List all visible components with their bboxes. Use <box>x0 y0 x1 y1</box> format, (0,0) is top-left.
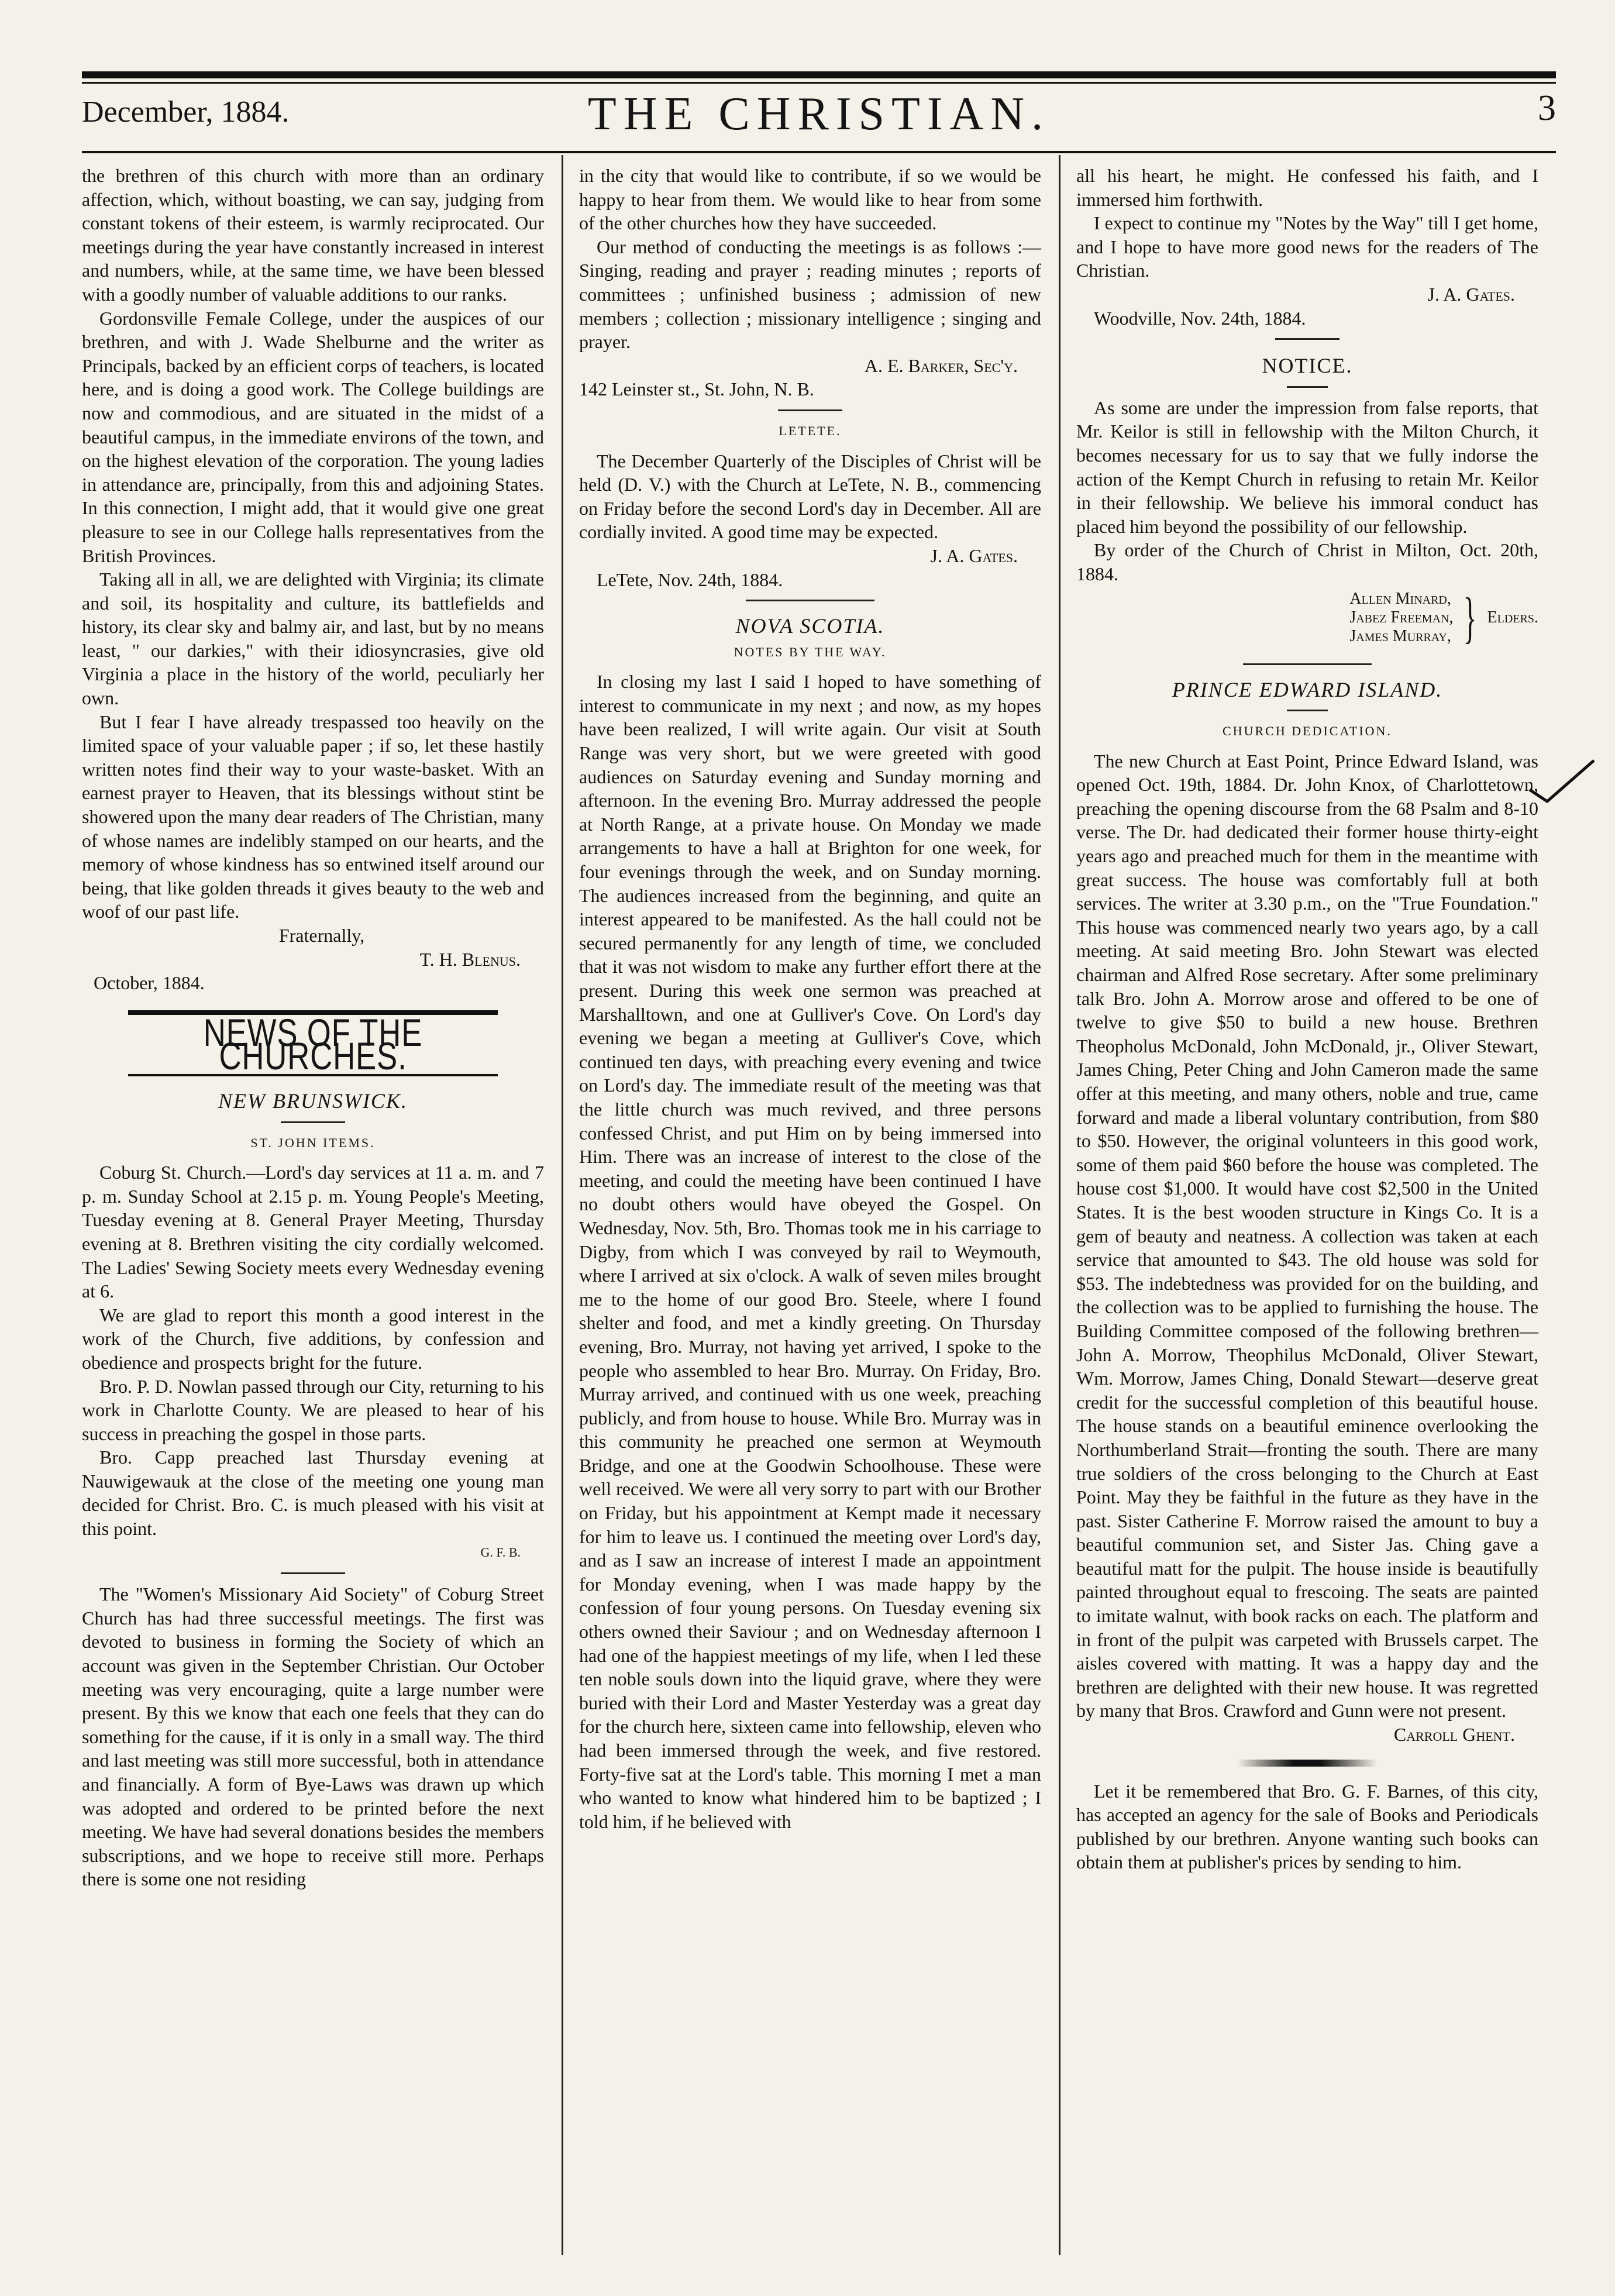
elder-name: Allen Minard, <box>1349 589 1451 608</box>
notice-paragraph: By order of the Church of Christ in Milton, Oct. 20th, 1884. <box>1076 539 1538 584</box>
elders-signatures <box>1076 586 1538 649</box>
gates-signature: J. A. Gates. <box>930 545 1018 566</box>
news-paragraph: The "Women's Missionary Aid Society" of Coburg Street Church has had three successful meetings. The first was devoted to business in forming the Society of which an account was given in the September Christian. Our October meeting was very encouraging, quite a large number were present. By this we know that each one feels that they can do something for the cause, if it is only in a small way. The third and last meeting was still more successful, both in attendance and financially. A form of Bye-Laws was drawn up which was adopted and ordered to be printed before the next meeting. We have had several donations besides the members subscriptions, and we hope to receive still more. Perhaps there is some one not residing <box>82 1584 544 1890</box>
dateline: Woodville, Nov. 24th, 1884. <box>1094 307 1306 329</box>
sub-heading: CHURCH DEDICATION. <box>1223 724 1392 739</box>
secretary-signature: A. E. Barker, Sec'y. <box>864 354 1018 376</box>
column-divider-2 <box>1059 155 1060 2255</box>
letter-paragraph: Gordonsville Female College, under the auspices of our brethren, and with J. Wade Shelburne and the writer as Principals, backed by an efficient corps of teachers, is located here, and is doing a good work. The College buildings are now and commodious, and are situated in the midst of a beautiful campus, in the immediate environs of the town, and on the highest elevation of the corporation. The young ladies in attendance are, principally, from this and adjoining States. In this connection, I might add, that it would give one great pleasure to see in our College halls representatives from the British Provinces. <box>82 307 544 566</box>
dateline: LeTete, Nov. 24th, 1884. <box>597 569 783 590</box>
elder-name: Jabez Freeman, <box>1349 608 1454 627</box>
letter-date: October, 1884. <box>94 972 205 994</box>
elder-name: James Murray, <box>1349 627 1451 645</box>
section-banner: NEWS OF THE CHURCHES. <box>128 1010 498 1076</box>
divider <box>1287 386 1328 388</box>
section-heading: NOVA SCOTIA. <box>735 614 885 638</box>
newspaper-title: THE CHRISTIAN. <box>587 88 1051 140</box>
top-rule-thin <box>82 82 1556 84</box>
sub-heading: NOTES BY THE WAY. <box>734 644 887 659</box>
letter-closing: Fraternally, <box>278 925 365 946</box>
column-divider-1 <box>562 155 563 2255</box>
initials-signature: G. F. B. <box>480 1544 521 1560</box>
section-heading: NOTICE. <box>1262 354 1353 378</box>
column-2 <box>579 164 1041 1833</box>
ghent-signature: Carroll Ghent. <box>1393 1724 1515 1746</box>
divider <box>281 1572 345 1574</box>
section-heading: PRINCE EDWARD ISLAND. <box>1172 677 1443 701</box>
divider <box>778 409 842 411</box>
news-paragraph: We are glad to report this month a good interest in the work of the Church, five additions, by confession and obedience and prospects bright for the future. <box>82 1304 544 1373</box>
header-rule <box>82 151 1556 153</box>
divider <box>1275 338 1339 340</box>
column-1 <box>82 164 544 1891</box>
news-paragraph: The December Quarterly of the Disciples of Christ will be held (D. V.) with the Church at LeTete, N. B., commencing on Friday before the second Lord's day in December. All are cordially invited. A good time may be expected. <box>579 450 1041 543</box>
letter-paragraph: the brethren of this church with more than an ordinary affection, which, without boasting, we can say, judging from constant tokens of their esteem, is warmly reciprocated. Our meetings during the year have constantly increased in interest and numbers, while, at the same time, we have been blessed with a goodly number of valuable additions to our ranks. <box>82 165 544 305</box>
news-paragraph: Let it be remembered that Bro. G. F. Barnes, of this city, has accepted an agency for the sale of Books and Periodicals published by our brethren. Anyone wanting such books can obtain them at publisher's prices by sending to him. <box>1076 1780 1538 1873</box>
news-paragraph: The new Church at East Point, Prince Edward Island, was opened Oct. 19th, 1884. Dr. John Knox, of Charlottetown, preaching the opening discourse from the 68 Psalm and 8-10 verse. The Dr. had dedicated their former house thirty-eight years ago and preached much for them in the meantime with great success. The house was comfortably full at both services. The writer at 3.30 p.m., on the "True Foundation." This house was commenced nearly two years ago, by a call meeting. At said meeting Bro. John Stewart was elected chairman and Alfred Rose secretary. After some preliminary talk Bro. John A. Morrow arose and offered to be one of twelve to give $50 to build a new house. Brethren Theopholus McDonald, John McDonald, jr., Oliver Stewart, James Ching, Peter Ching and John Cameron made the same offer at this meeting, and many others, noble and true, came forward and made a liberal voluntary contribution, from $80 to $50. However, the original volunteers in this good work, some of them paid $60 before the house was completed. The house cost $1,000. It would have cost $2,500 in the United States. It is the best wooden structure in Kings Co. It is a gem of beauty and neatness. A collection was taken at each service that amounted to $43. The old house was sold for $53. The indebtedness was provided for on the building, and the collection was to be applied to furnishing the house. The Building Committee composed of the following brethren—John A. Morrow, Theophilus McDonald, Oliver Stewart, Wm. Morrow, James Ching, Donald Stewart—deserve great credit for the successful completion of this beautiful house. The house stands on a beautiful eminence overlooking the Northumberland Strait—fronting the south. There are many true soldiers of the cross belonging to the Church at East Point. May they be faithful in the future as they have in the past. Sister Catherine F. Morrow raised the amount to buy a beautiful communion set, and Sister Jas. Ching gave a beautiful matt for the pulpit. The house inside is beautifully painted throughout equal to frescoing. The seats are painted to imitate walnut, with book racks on each. The platform and in front of the pulpit was carpeted with Brussels carpet. The aisles covered with matting. It was a happy day and the brethren are delighted with their new house. It was regretted by many that Bros. Crawford and Gunn were not present. <box>1076 750 1538 1722</box>
address-line: 142 Leinster st., St. John, N. B. <box>579 378 814 400</box>
notice-paragraph: As some are under the impression from false reports, that Mr. Keilor is still in fellowship with the Milton Church, it becomes necessary for us to say that we fully indorse the action of the Kempt Church in refusing to retain Mr. Keilor in their fellowship. We believe his immoral conduct has placed him beyond the possibility of our fellowship. <box>1076 397 1538 537</box>
news-paragraph: In closing my last I said I hoped to have something of interest to communicate in my next ; and now, as my hopes have been realized, I will write again. Our visit at South Range was very short, but we were greeted with good audiences on Saturday evening and Sunday morning and afternoon. In the evening Bro. Murray addressed the people at North Range, at a private house. On Monday we made arrangements to have a hall at Brighton for one week, for four evenings through the week, and on Sunday morning. The audiences increased from the beginning, and quite an interest appeared to be manifested. As the hall could not be secured permanently for any length of time, we concluded that it was not wisdom to make any further effort there at the present. During this week one sermon was preached at Marshalltown, and one at Gulliver's Cove. On Lord's day evening we began a meeting at Gulliver's Cove, which continued ten days, with preaching every evening and twice on Lord's day. The immediate result of the meeting was that the little church was much revived, and three persons confessed Christ, and put Him on by being immersed into Him. There was an increase of interest to the close of the meeting, and could the meeting have been continued I have no doubt others would have obeyed the Gospel. On Wednesday, Nov. 5th, Bro. Thomas took me in his carriage to Digby, from which I was conveyed by rail to Weymouth, where I arrived at six o'clock. A walk of seven miles brought me to the home of our good Bro. Steele, where I found shelter and food, and met a kindly greeting. On Thursday evening, Bro. Murray, not having yet arrived, I spoke to the people who assembled to hear Bro. Murray. On Friday, Bro. Murray arrived, and continued with us one week, preaching publicly, and from house to house. While Bro. Murray was in this community he preached one sermon at Weymouth Bridge, and one at the Goodwin Schoolhouse. These were well received. We were all very sorry to part with our Brother on Friday, but his appointment at Kempt made it necessary for him to leave us. I continued the meeting over Lord's day, and as I saw an increase of interest I made an appointment for Monday evening, when I was made happy by the confession of four young persons. On Tuesday evening six others owned their Saviour ; and on Wednesday afternoon I had one of the happiest meetings of my life, when I led these ten noble souls down into the liquid grave, where they were buried with their Lord and Master Yesterday was a great day for the church here, sixteen came into fellowship, eleven who had been immersed through the week, and five restored. Forty-five sat at the Lord's table. This morning I met a man who wanted to know what hindered him to be baptized ; I told him, if he believed with <box>579 671 1041 1832</box>
news-paragraph: Coburg St. Church.—Lord's day services at 11 a. m. and 7 p. m. Sunday School at 2.15 p. m. Young People's Meeting, Tuesday evening at 8. General Prayer Meeting, Thursday evening at 8. Brethren visiting the city cordially welcomed. The Ladies' Sewing Society meets every Wednesday evening at 6. <box>82 1162 544 1302</box>
elders-label: Elders. <box>1487 608 1538 627</box>
ornamental-divider <box>1237 1760 1378 1767</box>
divider <box>1287 710 1328 711</box>
divider <box>746 600 874 601</box>
brace-glyph: } <box>1463 586 1478 649</box>
news-paragraph: in the city that would like to contribute, if so we would be happy to hear from them. We would like to hear from some of the other churches how they have succeeded. <box>579 165 1041 234</box>
newspaper-page <box>82 0 1556 2296</box>
masthead <box>82 88 1556 140</box>
sub-heading: LETETE. <box>779 423 842 438</box>
issue-date: December, 1884. <box>82 95 290 129</box>
check-mark-icon <box>1527 758 1597 804</box>
sub-heading: ST. JOHN ITEMS. <box>250 1135 376 1150</box>
news-paragraph: I expect to continue my "Notes by the Way" till I get home, and I hope to have more good news for the readers of The Christian. <box>1076 212 1538 281</box>
page-number: 3 <box>1538 88 1556 128</box>
divider <box>281 1121 345 1123</box>
news-paragraph: Bro. Capp preached last Thursday evening at Nauwigewauk at the close of the meeting one young man decided for Christ. Bro. C. is much pleased with his visit at this point. <box>82 1447 544 1540</box>
letter-paragraph: Taking all in all, we are delighted with Virginia; its climate and soil, its hospitality and culture, its battlefields and history, its clear sky and balmy air, and last, but by no means least, " our darkies," with their idiosyncrasies, give old Virginia a place in the history of the world, peculiarly her own. <box>82 569 544 709</box>
section-heading: NEW BRUNSWICK. <box>218 1089 408 1113</box>
letter-signature: T. H. Blenus. <box>419 948 521 970</box>
column-3 <box>1076 164 1538 1874</box>
news-paragraph: Our method of conducting the meetings is as follows :—Singing, reading and prayer ; reading minutes ; reports of committees ; unfinished business ; admission of new members ; collection ; missionary intelligence ; singing and prayer. <box>579 236 1041 353</box>
gates-signature: J. A. Gates. <box>1427 283 1515 305</box>
letter-paragraph: But I fear I have already trespassed too heavily on the limited space of your valuable paper ; if so, let these hastily written notes find their way to your waste-basket. With an earnest prayer to Heaven, that its blessings without stint be showered upon the many dear readers of The Christian, many of whose names are indelibly stamped on our hearts, and the memory of whose kindness has so entwined itself around our being, that like golden threads it gives beauty to the web and woof of our past life. <box>82 711 544 922</box>
top-rule <box>82 71 1556 78</box>
news-paragraph: all his heart, he might. He confessed his faith, and I immersed him forthwith. <box>1076 165 1538 210</box>
news-paragraph: Bro. P. D. Nowlan passed through our City, returning to his work in Charlotte County. We are pleased to hear of his success in preaching the gospel in those parts. <box>82 1375 544 1444</box>
divider <box>1243 663 1372 665</box>
